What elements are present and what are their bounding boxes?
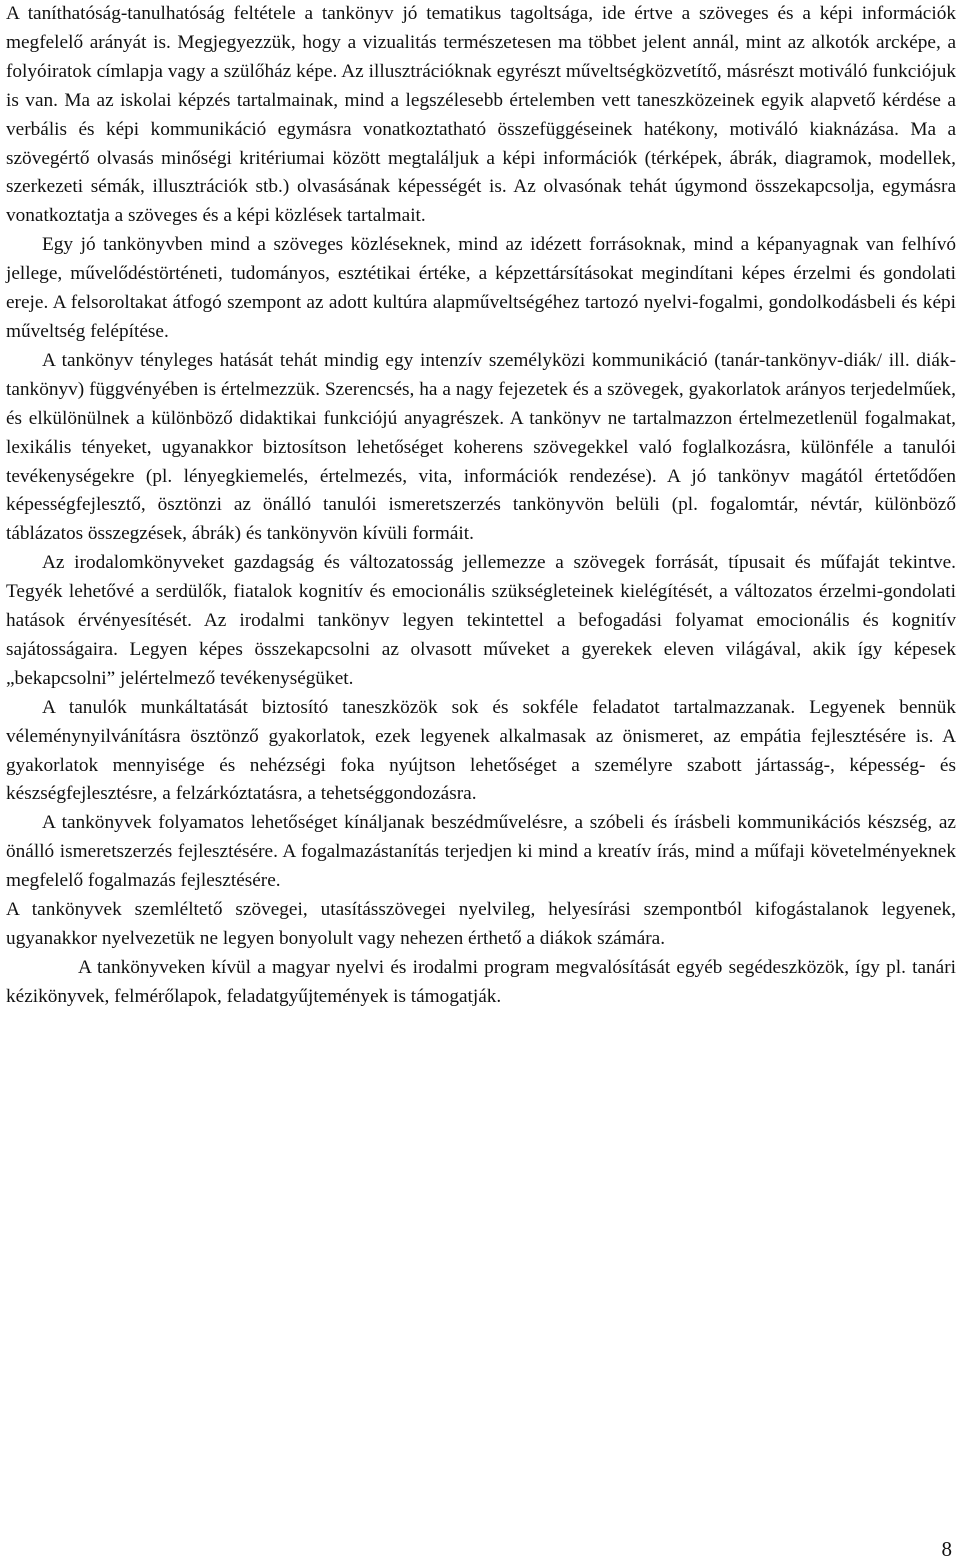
- page-number: 8: [941, 1537, 952, 1561]
- paragraph: A tankönyvek szemléltető szövegei, utasításszövegei nyelvileg, helyesírási szempontból kifogástalanok legyenek, ugyanakkor nyelvezetük ne legyen bonyolult vagy nehezen érthető a diákok számára.: [6, 899, 956, 949]
- document-body: [6, 0, 956, 1012]
- paragraph: A tanulók munkáltatását biztosító taneszközök sok és sokféle feladatot tartalmazzanak. Legyenek bennük véleménynyilvánításra ösztönző gyakorlatok, ezek legyenek alkalmasak az önismeret, az empátia fejlesztésére is. A gyakorlatok mennyisége és nehézségi foka nyújtson lehetőséget a személyre szabott jártasság-, képesség- és készségfejlesztésre, a felzárkóztatásra, a tehetséggondozásra.: [6, 696, 956, 805]
- paragraph: Az irodalomkönyveket gazdagság és változatosság jellemezze a szövegek forrását, típusait és műfaját tekintve. Tegyék lehetővé a serdülők, fiatalok kognitív és emocionális szükségleteinek kielégítését, a változatos érzelmi-gondolati hatások érvényesítését. Az irodalmi tankönyv legyen tekintettel a befogadási folyamat emocionális és kognitív sajátosságaira. Legyen képes összekapcsolni az olvasott műveket a gyerekek eleven világával, akik így képesek „bekapcsolni” jelértelmező tevékenységüket.: [6, 552, 956, 689]
- paragraph: A tankönyvek folyamatos lehetőséget kínáljanak beszédművelésre, a szóbeli és írásbeli kommunikációs készség, az önálló ismeretszerzés fejlesztésére. A fogalmazástanítás terjedjen ki mind a kreatív írás, mind a műfaji követelményeknek megfelelő fogalmazás fejlesztésére.: [6, 812, 956, 892]
- paragraph: A taníthatóság-tanulhatóság feltétele a tankönyv jó tematikus tagoltsága, ide értve a szöveges és a képi információk megfelelő arányát is. Megjegyezzük, hogy a vizualitás természetesen ma többet jelent annál, mint az alkotók arcképe, a folyóiratok címlapja vagy a szülőház képe. Az illusztrációknak egyrészt műveltségközvetítő, másrészt motiváló funkciójuk is van. Ma az iskolai képzés tartalmainak, mind a legszélesebb értelemben vett taneszközeinek egyik alapvető kérdése a verbális és képi kommunikáció egymásra vonatkoztatható összefüggéseinek hatékony, motiváló kiaknázása. Ma a szövegértő olvasás minőségi kritériumai között megtaláljuk a képi információk (térképek, ábrák, diagramok, modellek, szerkezeti sémák, illusztrációk stb.) olvasásának képességét is. Az olvasónak tehát úgymond összekapcsolja, egymásra vonatkoztatja a szöveges és a képi közlések tartalmait.: [6, 3, 956, 227]
- paragraph: Egy jó tankönyvben mind a szöveges közléseknek, mind az idézett forrásoknak, mind a képanyagnak van felhívó jellege, művelődéstörténeti, tudományos, esztétikai értéke, a képzettársításokat megindítani képes érzelmi és gondolati ereje. A felsoroltakat átfogó szempont az adott kultúra alapműveltségéhez tartozó nyelvi-fogalmi, gondolkodásbeli és képi műveltség felépítése.: [6, 234, 956, 342]
- paragraph: A tankönyveken kívül a magyar nyelvi és irodalmi program megvalósítását egyéb segédeszközök, így pl. tanári kézikönyvek, felmérőlapok, feladatgyűjtemények is támogatják.: [6, 956, 956, 1007]
- paragraph: A tankönyv tényleges hatását tehát mindig egy intenzív személyközi kommunikáció (tanár-tankönyv-diák/ ill. diák-tankönyv) függvényében is értelmezzük. Szerencsés, ha a nagy fejezetek és a szövegek, gyakorlatok arányos terjedelműek, és elkülönülnek a különböző didaktikai funkciójú anyagrészek. A tankönyv ne tartalmazzon értelmezetlenül fogalmakat, lexikális tényeket, ugyanakkor biztosítson lehetőséget koherens szövegekkel való foglalkozásra, különféle a tanulói tevékenységekre (pl. lényegkiemelés, értelmezés, vita, információk rendezése). A jó tankönyv magától értetődően képességfejlesztő, ösztönzi az önálló tanulói ismeretszerzés tankönyvön belüli (pl. fogalomtár, névtár, különböző táblázatos összegzések, ábrák) és tankönyvön kívüli formáit.: [6, 349, 956, 545]
